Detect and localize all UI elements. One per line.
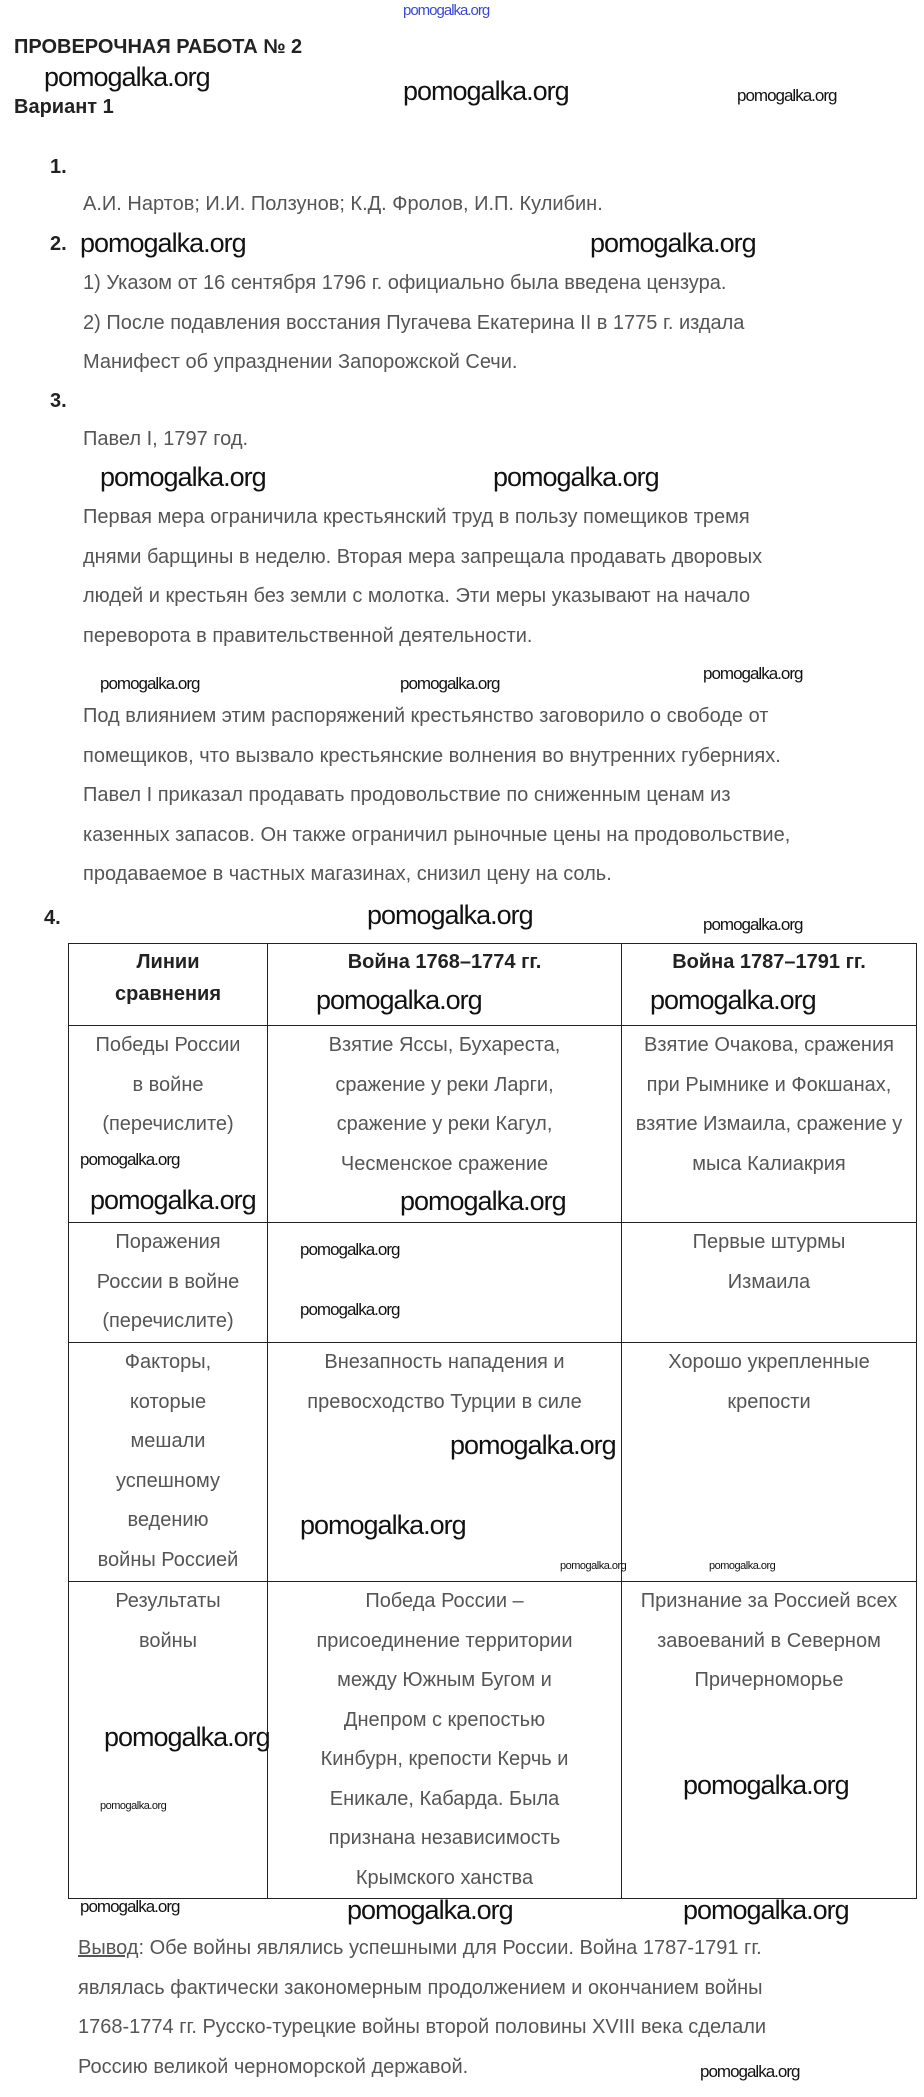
table-cell bbox=[622, 1223, 917, 1343]
answer-2 bbox=[83, 264, 744, 383]
watermark: pomogalka.org bbox=[80, 228, 246, 258]
text-line: являлась фактически закономерным продолжением и окончанием войны bbox=[78, 1976, 763, 1999]
watermark: pomogalka.org bbox=[493, 462, 659, 492]
watermark: pomogalka.org bbox=[683, 1770, 849, 1800]
conclusion-label: Вывод bbox=[78, 1937, 139, 1959]
watermark: pomogalka.org bbox=[100, 462, 266, 492]
conclusion bbox=[78, 1929, 766, 2087]
watermark: pomogalka.org bbox=[90, 1185, 256, 1215]
text-line: днями барщины в неделю. Вторая мера запрещала продавать дворовых bbox=[83, 545, 763, 568]
cell-text: Факторы, которые мешали успешному ведению войны Россией bbox=[97, 1351, 239, 1571]
question-1-number: 1. bbox=[50, 156, 67, 178]
text-line: 1768-1774 гг. Русско-турецкие войны второй половины XVIII века сделали bbox=[78, 2016, 767, 2038]
text-line: Под влиянием этим распоряжений крестьянство заговорило о свободе от bbox=[83, 705, 769, 727]
text-line: Павел I приказал продавать продовольствие по сниженным ценам из bbox=[83, 784, 731, 806]
watermark: pomogalka.org bbox=[316, 985, 482, 1015]
cell-text: Поражения России в войне (перечислите) bbox=[96, 1231, 240, 1332]
watermark: pomogalka.org bbox=[100, 674, 200, 693]
watermark: pomogalka.org bbox=[709, 1560, 776, 1572]
answer-1: А.И. Нартов; И.И. Ползунов; К.Д. Фролов, И.П. Кулибин. bbox=[83, 193, 603, 215]
answer-3-paragraph-1 bbox=[83, 498, 762, 656]
watermark: pomogalka.org bbox=[80, 1897, 180, 1916]
table-cell bbox=[69, 1223, 268, 1343]
watermark: pomogalka.org bbox=[560, 1560, 627, 1572]
watermark: pomogalka.org bbox=[347, 1895, 513, 1925]
table-cell bbox=[622, 1582, 917, 1899]
table-cell: Взятие Очакова, сражения при Рымнике и Фокшанах, взятие Измаила, сражение у мыса Калиакрия bbox=[622, 1026, 917, 1223]
watermark: pomogalka.org bbox=[450, 1430, 616, 1460]
header-cell bbox=[69, 944, 268, 1026]
watermark: pomogalka.org bbox=[80, 1150, 180, 1169]
header-text: Линии сравнения bbox=[114, 951, 221, 1005]
text-line: помещиков, что вызвало крестьянские волнения во внутренних губерниях. bbox=[83, 744, 781, 767]
table-cell bbox=[268, 1582, 622, 1899]
watermark: pomogalka.org bbox=[650, 985, 816, 1015]
text-line: казенных запасов. Он также ограничил рыночные цены на продовольствие, bbox=[83, 823, 791, 846]
cell-text: Победы России в войне (перечислите) bbox=[95, 1034, 241, 1135]
answer-3-paragraph-2 bbox=[83, 697, 790, 895]
text-line: Россию великой черноморской державой. bbox=[78, 2055, 469, 2078]
watermark: pomogalka.org bbox=[703, 664, 803, 683]
comparison-table bbox=[68, 943, 917, 1899]
cell-text: Результаты войны bbox=[115, 1590, 221, 1652]
watermark: pomogalka.org bbox=[403, 2, 490, 19]
question-3-number: 3. bbox=[50, 390, 67, 412]
watermark: pomogalka.org bbox=[44, 62, 210, 92]
text-line: людей и крестьян без земли с молотка. Эти меры указывают на начало bbox=[83, 585, 751, 607]
watermark: pomogalka.org bbox=[700, 2062, 800, 2081]
question-2-number: 2. bbox=[50, 233, 67, 255]
text-line: переворота в правительственной деятельности. bbox=[83, 624, 533, 647]
answer-2-line: Манифест об упразднении Запорожской Сечи. bbox=[83, 351, 518, 373]
watermark: pomogalka.org bbox=[300, 1240, 400, 1259]
table-row bbox=[69, 1343, 917, 1582]
answer-2-line: 2) После подавления восстания Пугачева Екатерина II в 1775 г. издала bbox=[83, 311, 745, 334]
watermark: pomogalka.org bbox=[300, 1300, 400, 1319]
text-line: Первая мера ограничила крестьянский труд в пользу помещиков тремя bbox=[83, 506, 750, 528]
watermark: pomogalka.org bbox=[683, 1895, 849, 1925]
watermark: pomogalka.org bbox=[703, 915, 803, 934]
watermark: pomogalka.org bbox=[367, 900, 533, 930]
table-cell bbox=[622, 1343, 917, 1582]
watermark: pomogalka.org bbox=[300, 1510, 466, 1540]
cell-text: Первые штурмы Измаила bbox=[692, 1231, 846, 1293]
watermark: pomogalka.org bbox=[590, 228, 756, 258]
table-row bbox=[69, 1223, 917, 1343]
watermark: pomogalka.org bbox=[400, 1186, 566, 1216]
answer-2-line: 1) Указом от 16 сентября 1796 г. официально была введена цензура. bbox=[83, 272, 727, 294]
watermark: pomogalka.org bbox=[100, 1800, 167, 1812]
text-line: продаваемое в частных магазинах, снизил цену на соль. bbox=[83, 863, 612, 885]
answer-3-line0: Павел I, 1797 год. bbox=[83, 428, 249, 450]
text-span: : Обе войны являлись успешными для России. Война 1787-1791 гг. bbox=[138, 1937, 762, 1959]
question-4-number: 4. bbox=[44, 907, 61, 929]
header-cell: Война 1787–1791 гг. bbox=[622, 944, 917, 1026]
watermark: pomogalka.org bbox=[104, 1722, 270, 1752]
watermark: pomogalka.org bbox=[400, 674, 500, 693]
header-cell: Война 1768–1774 гг. bbox=[268, 944, 622, 1026]
cell-text: Хорошо укрепленные крепости bbox=[668, 1351, 870, 1413]
table-cell bbox=[268, 1343, 622, 1582]
cell-text: Победа России – присоединение территории между Южным Бугом и Днепром с крепостью Кинбурн, крепости Керчь и Еникале, Кабарда. Была признана независимость Крымского ханства bbox=[316, 1590, 573, 1889]
cell-text: Внезапность нападения и превосходство Турции в силе bbox=[307, 1351, 582, 1413]
watermark: pomogalka.org bbox=[737, 86, 837, 105]
table-cell bbox=[69, 1343, 268, 1582]
cell-text: Взятие Яссы, Бухареста, сражение у реки Ларги, сражение у реки Кагул, Чесменское сражение bbox=[328, 1034, 561, 1175]
text-line bbox=[78, 1929, 766, 1969]
page-title: ПРОВЕРОЧНАЯ РАБОТА № 2 bbox=[14, 36, 303, 58]
cell-text: Признание за Россией всех завоеваний в Северном Причерноморье bbox=[640, 1590, 898, 1691]
variant-label: Вариант 1 bbox=[14, 96, 114, 118]
watermark: pomogalka.org bbox=[403, 76, 569, 106]
